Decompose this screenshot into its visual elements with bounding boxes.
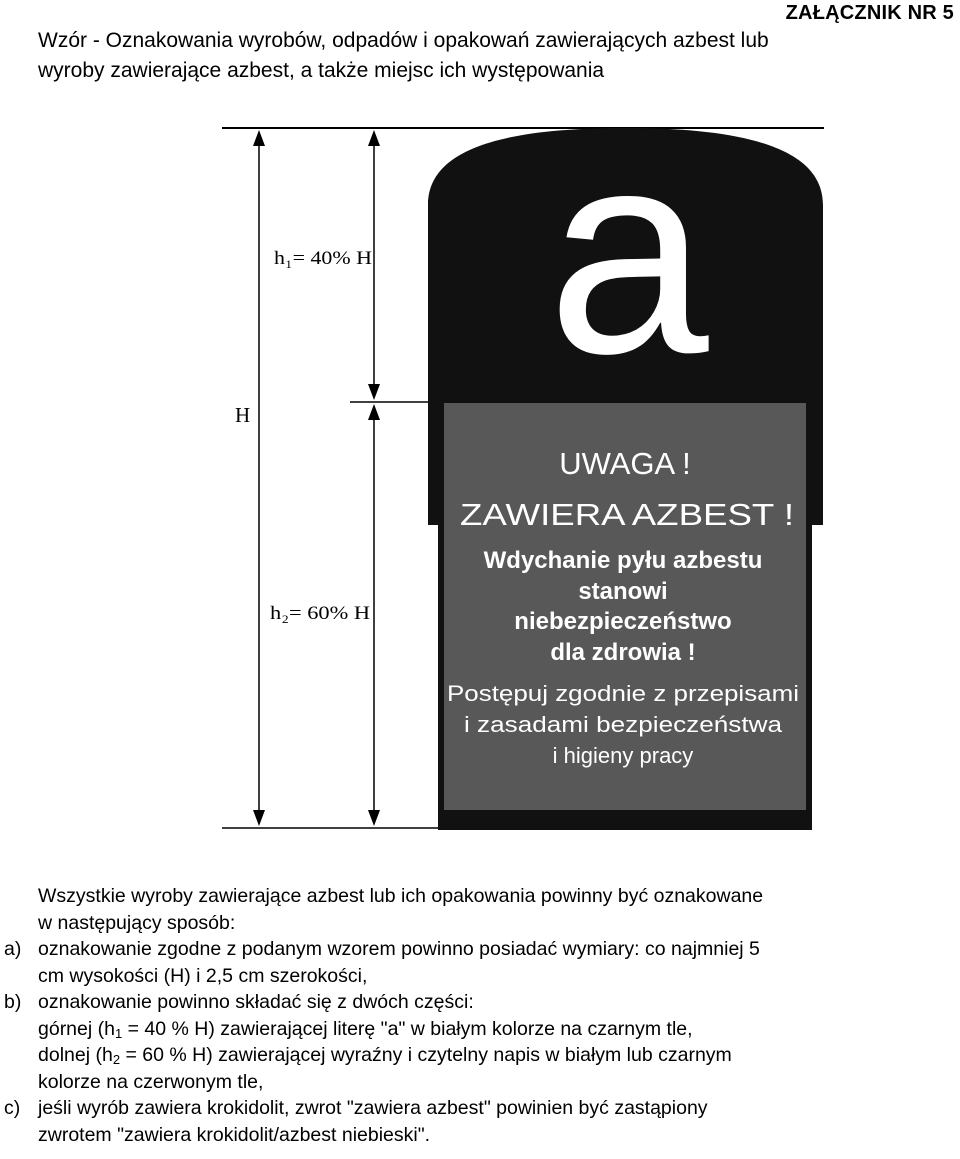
warning-bold-line-2: stanowi [578, 578, 668, 605]
dimension-label-h1: h₁= 40% H [274, 248, 373, 269]
item-a [0, 936, 960, 989]
intro-line-1: Wszystkie wyroby zawierające azbest lub ich opakowania powinny być oznakowane [38, 885, 764, 907]
dimension-label-h: H [235, 403, 251, 427]
item-a-line-1: oznakowanie zgodne z podanym wzorem powinno posiadać wymiary: co najmniej 5 [38, 938, 760, 960]
heading-line-2: wyroby zawierające azbest, a także miejsc ich występowania [38, 59, 605, 82]
warning-title: UWAGA ! [559, 446, 691, 481]
annex-label: ZAŁĄCZNIK NR 5 [785, 2, 954, 24]
warning-bold-line-3: niebezpieczeństwo [514, 608, 732, 635]
item-a-line-2: cm wysokości (H) i 2,5 cm szerokości, [38, 964, 368, 987]
warning-bold-line-4: dla zdrowia ! [550, 639, 696, 666]
item-c-line-1: jeśli wyrób zawiera krokidolit, zwrot "zawiera azbest" powinien być zastąpiony [38, 1097, 708, 1119]
item-b-line-3-start: dolnej (h [38, 1044, 113, 1066]
instructions [0, 883, 960, 1148]
item-b-line-3-subscript: 2 [112, 1052, 121, 1067]
item-b-line-2-subscript: 1 [114, 1025, 123, 1041]
item-b-line-3-end: = 60 % H) zawierającej wyraźny i czytelny napis w białym lub czarnym [120, 1044, 732, 1066]
intro-line-2: w następujący sposób: [38, 911, 236, 934]
item-b-line-3 [38, 1042, 950, 1069]
item-a-marker: a) [4, 938, 22, 960]
item-c-marker: c) [4, 1097, 21, 1119]
dimension-arrow-h [253, 130, 265, 826]
item-c-line-2: zwrotem "zawiera krokidolit/azbest niebieski". [38, 1123, 431, 1146]
item-b [0, 989, 960, 1095]
item-c [0, 1095, 960, 1148]
heading-line-1: Wzór - Oznakowania wyrobów, odpadów i opakowań zawierających azbest lub [38, 29, 769, 52]
warning-thin-line-1: Postępuj zgodnie z przepisami [447, 681, 799, 706]
warning-bold-line-1: Wdychanie pyłu azbestu [483, 547, 763, 574]
asbestos-letter-a: a [547, 90, 709, 414]
dimension-label-h2: h₂= 60% H [270, 603, 371, 624]
item-b-line-2 [38, 1016, 950, 1043]
warning-thin-line-3: i higieny pracy [552, 743, 694, 768]
item-b-line-2-end: = 40 % H) zawierającej literę "a" w białym kolorze na czarnym tle, [122, 1017, 693, 1040]
item-b-line-1: oznakowanie powinno składać się z dwóch części: [38, 991, 474, 1013]
item-b-line-2-start: górnej (h [38, 1017, 115, 1040]
item-b-line-4: kolorze na czerwonym tle, [38, 1070, 264, 1093]
warning-thin-line-2: i zasadami bezpieczeństwa [464, 712, 783, 737]
intro-paragraph [0, 883, 960, 936]
item-b-marker: b) [4, 991, 22, 1013]
warning-contains-asbestos: ZAWIERA AZBEST ! [460, 497, 794, 532]
